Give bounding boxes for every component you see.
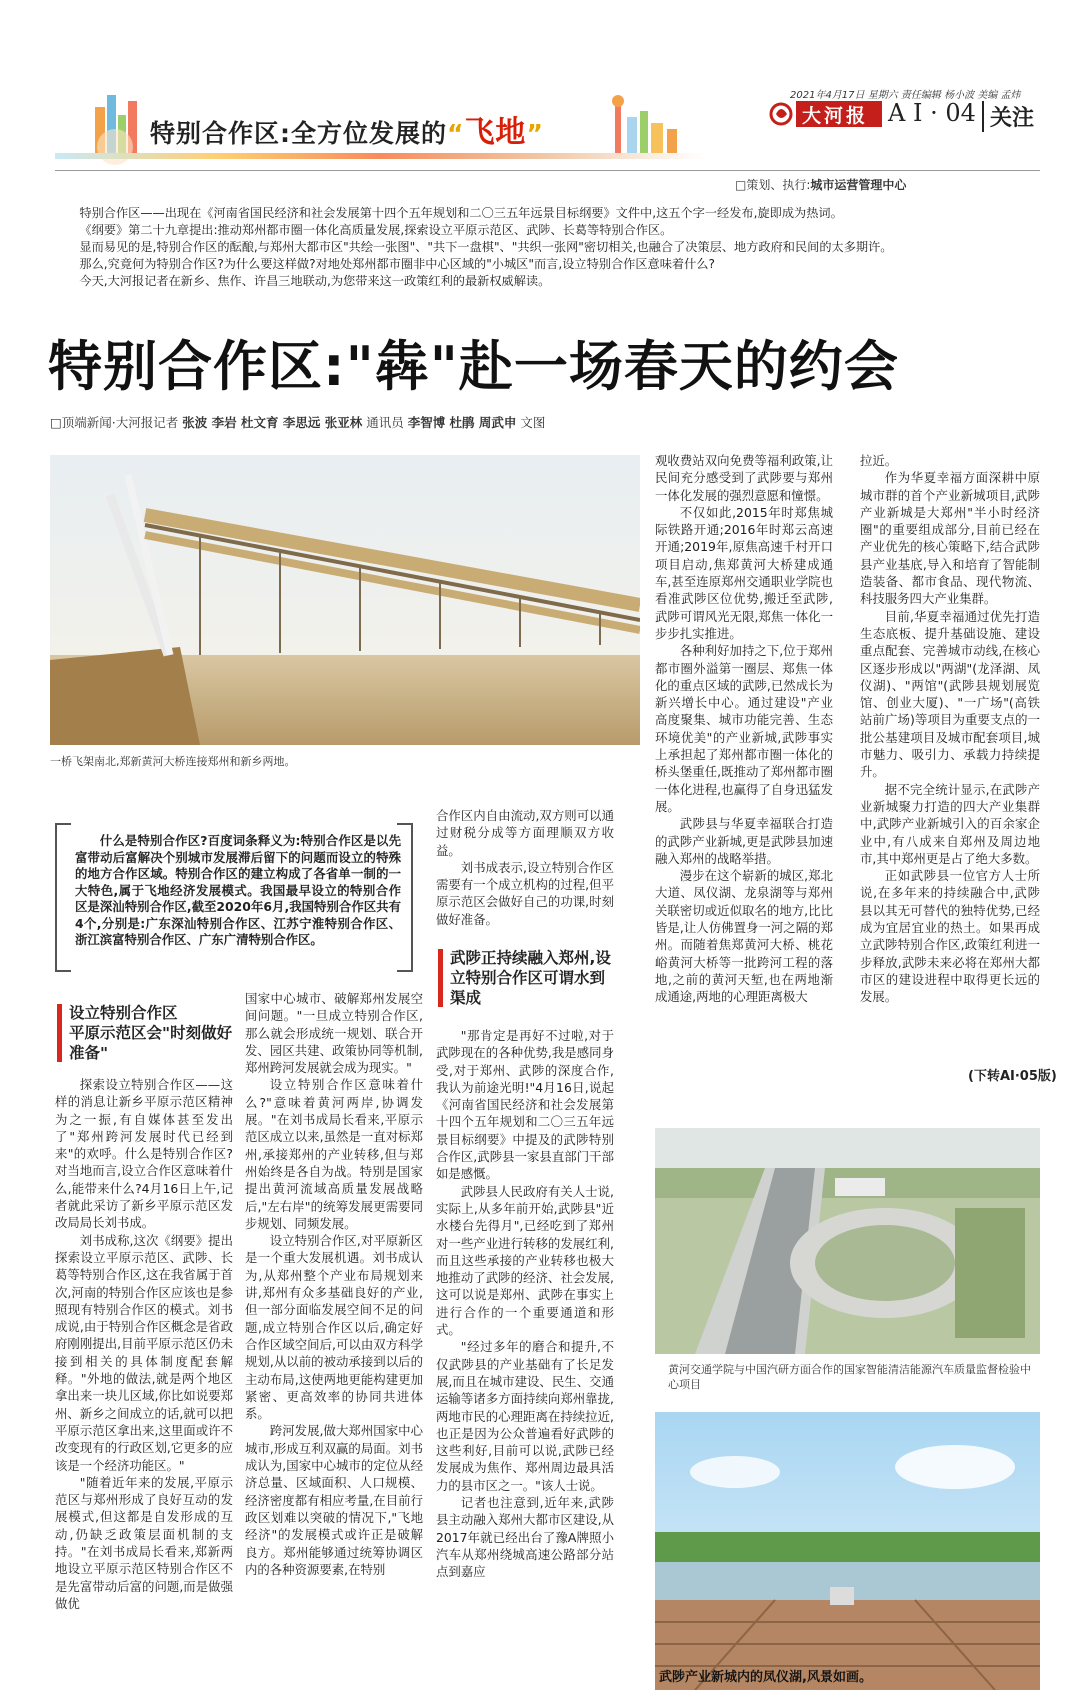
body-paragraph: 跨河发展,做大郑州国家中心城市,形成互利双赢的局面。刘书成认为,国家中心城市的定位从经济总量、区域面积、人口规模、经济密度都有相应考量,在目前行政区划难以突破的情况下,"飞地经济"的发展模式或许正是破解良方。郑州能够通过统筹协调区内的各种资源要素,在特别 [245,1423,423,1577]
bridge-caption: 一桥飞架南北,郑新黄河大桥连接郑州和新乡两地。 [50,755,296,768]
paper-name: 大河报 [802,105,869,127]
body-paragraph: 正如武陟县一位官方人士所说,在多年来的持续融合中,武陟县以其无可替代的独特优势,已经成为宜居宜业的热土。如果再成立武陟特别合作区,政策红利进一步释放,武陟未来必将在郑州大都市区的建设进程中取得更长远的发展。 [860,868,1040,1005]
test-site-caption: 黄河交通学院与中国汽研方面合作的国家智能清洁能源汽车质量监督检验中心项目 [668,1363,1031,1391]
column-3-bottom [436,1027,614,1581]
body-paragraph: 漫步在这个崭新的城区,郑北大道、凤仪湖、龙泉湖等与郑州关联密切或近似取名的地方,比比皆是,让人仿佛置身一河之隔的郑州。而随着焦郑黄河大桥、桃花峪黄河大桥等一批跨河工程的落地,之前的黄河天堑,也在两地渐成通途,两地的心理距离极大 [655,868,833,1005]
body-paragraph: 刘书成称,这次《纲要》提出探索设立平原示范区、武陟、长葛等特别合作区,这在我省属于首次,河南的特别合作区应该也是参照现有特别合作区的模式。刘书成说,由于特别合作区概念是省政府刚刚提出,目前平原示范区仍未接到相关的具体制度配套解释。"外地的做法,就是两个地区拿出来一块儿区域,你比如说要郑州、新乡之间成立的话,就可以把平原示范区拿出来,这里面或许不改变现有的行政区划,它更多的应该是一个经济功能区。" [55,1232,233,1473]
issue-info: 2021年4月17日 星期六 责任编辑 杨小波 美编 孟炜 [790,90,1021,101]
body-paragraph: 拉近。 [860,453,898,468]
lead-paragraphs [55,205,1040,290]
body-paragraph: 各种利好加持之下,位于郑州都市圈外溢第一圈层、郑焦一体化的重点区域的武陟,已然成长为新兴增长中心。通过建设"产业高度聚集、城市功能完善、生态环境优美"的产业新城,武陟事实上承担起了郑州都市圈一体化的桥头堡重任,既推动了郑州都市圈一体化进程,也赢得了自身迅猛发展。 [655,643,833,814]
column-3-top [436,807,614,928]
body-paragraph: 武陟县人民政府有关人士说,实际上,从多年前开始,武陟县"近水楼台先得月",已经吃到了郑州对一些产业进行转移的发展红利,而且这些承接的产业转移也极大地推动了武陟的经济、社会发展,这可以说是郑州、武陟在事实上进行合作的一个重要通道和形式。 [436,1183,614,1338]
body-paragraph: 武陟县与华夏幸福联合打造的武陟产业新城,更是武陟县加速融入郑州的战略举措。 [655,816,833,866]
test-site-image [655,1128,1040,1354]
column-5 [860,452,1040,1006]
section-name: 关注 [982,101,1034,132]
park-photo [655,1412,1040,1690]
body-paragraph: 设立特别合作区意味着什么?"意味着黄河两岸,协调发展。"在刘书成局长看来,平原示范区成立以来,虽然是一直对标郑州,承接郑州的产业转移,但与郑州始终是各自为战。特别是国家提出黄河流域高质量发展战略后,"左右岸"的统筹发展更需要同步规划、同频发展。 [245,1077,423,1231]
body-paragraph: 设立特别合作区,对平原新区是一个重大发展机遇。刘书成认为,从郑州整个产业布局规划来讲,郑州有众多基础良好的产业,但一部分面临发展空间不足的问题,成立特别合作区以后,确定好合作区域空间后,可以由双方科学规划,从以前的被动承接到以后的主动布局,这使两地更能构建更加紧密、更高效率的协同共进体系。 [245,1233,423,1422]
page-number: A I · 04 [888,99,976,127]
body-paragraph: 合作区内自由流动,双方则可以通过财税分成等方面理顺双方收益。 [436,808,614,858]
explainer-text: 什么是特别合作区?百度词条释义为:特别合作区是以先富带动后富解决个别城市发展滞后留下的问题而设立的特殊的地方合作区域。特别合作区的建立构成了各省单一制的一大特色,属于飞地经济发展模式。我国最早设立的特别合作区是深汕特别合作区,截至2020年6月,我国特别合作区共有4个,分别是:广东深汕特别合作区、江苏宁淮特别合作区、浙江滨富特别合作区、广东广清特别合作区。 [75,833,401,947]
subhead-wuzhi: 武陟正持续融入郑州,设立特别合作区可谓水到渠成 [438,948,618,1008]
paper-logo [768,98,884,130]
test-site-photo [655,1128,1040,1354]
body-paragraph: "那肯定是再好不过啦,对于武陟现在的各种优势,我是感同身受,对于郑州、武陟的深度合作,我认为前途光明!"4月16日,说起《河南省国民经济和社会发展第十四个五年规划和二〇三五年远景目标纲要》中提及的武陟特别合作区,武陟县一家县直部门干部如是感慨。 [436,1028,614,1182]
body-paragraph: 目前,华夏幸福通过优先打造生态底板、提升基础设施、建设重点配套、完善城市动线,在核心区逐步形成以"两湖"(龙泽湖、凤仪湖)、"两馆"(武陟县规划展览馆、创业大厦)、"一广场"(高铁站前广场)等项目为重要支点的一批公基建项目及城市配套项目,城市魅力、吸引力、承载力持续提升。 [860,608,1040,780]
continued-note: (下转AⅠ·05版) [968,1069,1057,1084]
column-4 [655,452,833,1006]
byline: □顶端新闻·大河报记者 张波 李岩 杜文育 李思远 张亚林 通讯员 李智博 杜鹃 周武申 文图 [50,415,546,430]
body-paragraph: 据不完全统计显示,在武陟产业新城聚力打造的四大产业集群中,武陟产业新城引入的百余家企业中,有八成来自郑州及周边地市,其中郑州更是占了绝大多数。 [860,781,1040,866]
headline: 特别合作区:"犇"赴一场春天的约会 [48,335,899,398]
banner-rule [55,170,1040,171]
body-paragraph: 不仅如此,2015年时郑焦城际铁路开通;2016年时郑云高速开通;2019年,原焦高速千村开口项目启动,焦郑黄河大桥建成通车,甚至连原郑州交通职业学院也看准武陟区位优势,搬迁至武陟,武陟可谓风光无限,郑焦一体化一步步扎实推进。 [655,504,833,641]
bridge-photo [50,455,640,745]
banner-strip [55,153,705,159]
body-paragraph: 记者也注意到,近年来,武陟县主动融入郑州大都市区建设,从2017年就已经出台了豫A牌照小汽车从郑州绕城高速公路部分站点到嘉应 [436,1495,614,1580]
subhead-pingyuan: 设立特别合作区 平原示范区会"时刻做好准备" [57,1003,247,1063]
lead-paragraph: 特别合作区——出现在《河南省国民经济和社会发展第十四个五年规划和二〇三五年远景目标纲要》文件中,这五个字一经发布,旋即成为热词。 [79,206,843,220]
lead-paragraph: 那么,究竟何为特别合作区?为什么要这样做?对地处郑州都市圈非中心区域的"小城区"而言,设立特别合作区意味着什么? [79,257,715,271]
park-image [655,1412,1040,1690]
page-banner [55,85,705,165]
body-paragraph: "随着近年来的发展,平原示范区与郑州形成了良好互动的发展模式,但这都是自发形成的互动,仍缺乏政策层面机制的支持。"在刘书成局长看来,郑新两地设立平原示范区特别合作区不是先富带动后富的问题,而是做强做优 [55,1474,233,1611]
column-1 [55,1076,233,1612]
banner-highlight: 飞地 [464,115,527,150]
body-paragraph: 国家中心城市、破解郑州发展空间问题。"一旦成立特别合作区,那么就会形成统一规划、联合开发、园区共建、政策协同等机制,郑州跨河发展就会成为现实。" [245,991,423,1076]
lead-paragraph: 显而易见的是,特别合作区的酝酿,与郑州大都市区"共绘一张图"、"共下一盘棋"、"共织一张网"密切相关,也融合了决策层、地方政府和民间的太多期许。 [79,240,893,254]
lead-paragraph: 今天,大河报记者在新乡、焦作、许昌三地联动,为您带来这一政策红利的最新权威解读。 [79,274,551,288]
body-paragraph: 刘书成表示,设立特别合作区需要有一个成立机构的过程,但平原示范区会做好自己的功课,时刻做好准备。 [436,859,614,927]
body-paragraph: 探索设立特别合作区——这样的消息让新乡平原示范区精神为之一振,有自媒体甚至发出了"郑州跨河发展时代已经到来"的欢呼。什么是特别合作区?对当地而言,设立合作区意味着什么,能带来什么?4月16日上午,记者就此采访了新乡平原示范区发改局局长刘书成。 [55,1077,233,1231]
column-2 [245,990,423,1578]
body-paragraph: 观收费站双向免费等福利政策,让民间充分感受到了武陟要与郑州一体化发展的强烈意愿和憧憬。 [655,453,833,503]
credit-line: □策划、执行:城市运营管理中心 [735,178,907,192]
banner-title: 特别合作区:全方位发展的“飞地” [150,115,544,150]
explainer-box [55,823,413,968]
bridge-image [50,455,640,745]
park-caption: 武陟产业新城内的凤仪湖,风景如画。 [659,1670,872,1685]
body-paragraph: "经过多年的磨合和提升,不仅武陟县的产业基础有了长足发展,而且在城市建设、民生、交通运输等诸多方面持续向郑州靠拢,两地市民的心理距离在持续拉近,也正是因为公众普遍看好武陟的这些利好,目前可以说,武陟已经发展成为焦作、郑州周边最具活力的县市区之一。"该人士说。 [436,1339,614,1493]
body-paragraph: 作为华夏幸福方面深耕中原城市群的首个产业新城项目,武陟产业新城是大郑州"半小时经济圈"的重要组成部分,目前已经在产业优先的核心策略下,结合武陟县产业基底,导入和培育了智能制造装备、都市食品、现代物流、科技服务四大产业集群。 [860,470,1040,607]
masthead [0,0,1080,190]
lead-paragraph: 《纲要》第二十九章提出:推动郑州都市圈一体化高质量发展,探索设立平原示范区、武陟、长葛等特别合作区。 [79,223,673,237]
